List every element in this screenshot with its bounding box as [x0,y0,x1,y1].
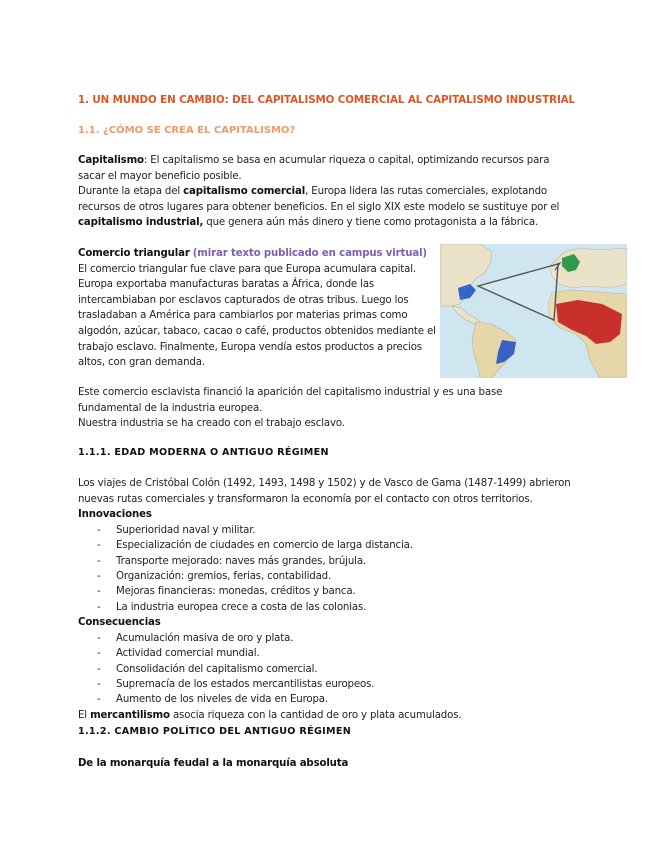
innovaciones-label: Innovaciones [78,509,152,521]
capitalismo-term: Capitalismo [78,155,144,166]
comercio-after-block [78,385,553,432]
consecuencias-list [78,631,578,708]
capitalismo-definition [78,153,573,184]
consecuencia-item: - Acumulación masiva de oro y plata. [78,631,578,646]
section-111-body [78,476,578,772]
innovaciones-list [78,523,578,615]
innovacion-item: - Superioridad naval y militar. [78,523,578,538]
capitalismo-paragraph [78,184,573,231]
text-span: , Europa lidera las rutas comerciales, explotando recursos de otros lugares para obtener beneficios. En el siglo XIX este modelo se sustituye por el [78,186,560,213]
capitalismo-definition-text: : El capitalismo se basa en acumular riqueza o capital, optimizando recursos para sacar el mayor beneficio posible. [78,155,550,182]
section-112-subheading: De la monarquía feudal a la monarquía absoluta [78,758,349,770]
comercio-term: Comercio triangular [78,248,190,259]
capitalismo-block [78,153,573,231]
page-title: 1. UN MUNDO EN CAMBIO: DEL CAPITALISMO COMERCIAL AL CAPITALISMO INDUSTRIAL [78,94,576,106]
section-111-intro: Los viajes de Cristóbal Colón (1492, 1493, 1498 y 1502) y de Vasco de Gama (1487-1499) abrieron nuevas rutas comerciales y transformaron la economía por el contacto con otros territorios. [78,478,571,505]
innovacion-item: - Organización: gremios, ferias, contabilidad. [78,569,578,584]
comercio-heading [78,246,438,262]
comercio-after2: Nuestra industria se ha creado con el trabajo esclavo. [78,418,345,430]
text-span: que genera aún más dinero y tiene como protagonista a la fábrica. [203,217,539,229]
innovacion-item: - Mejoras financieras: monedas, créditos y banca. [78,584,578,599]
section-subtitle: 1.1. ¿CÓMO SE CREA EL CAPITALISMO? [78,125,296,136]
text-span: El [78,709,91,721]
capitalismo-comercial-term: capitalismo comercial [183,186,306,198]
innovacion-item: - La industria europea crece a costa de las colonias. [78,600,578,615]
map-svg [440,244,627,378]
central-america-landmass [452,306,480,324]
trade-route-triangle [478,264,558,320]
section-111-heading: 1.1.1. EDAD MODERNA O ANTIGUO RÉGIMEN [78,447,329,458]
consecuencia-item: - Actividad comercial mundial. [78,646,578,661]
text-span: Durante la etapa del [78,186,184,198]
consecuencia-item: - Consolidación del capitalismo comercial. [78,662,578,677]
consecuencia-item: - Supremacía de los estados mercantilistas europeos. [78,677,578,692]
mercantilismo-sentence [78,708,578,724]
capitalismo-industrial-term: capitalismo industrial, [78,217,204,229]
innovacion-item: - Especialización de ciudades en comercio de larga distancia. [78,538,578,553]
mercantilismo-term: mercantilismo [90,709,170,721]
comercio-text: El comercio triangular fue clave para que Europa acumulara capital. Europa exportaba manufacturas baratas a África, donde las intercambiaban por esclavos capturados de otras tribus. Luego los trasladaban a América para cambiarlos por materias primas como algodón, azúcar, tabaco, cacao o café, productos obtenidos mediante el trabajo esclavo. Finalmente, Europa vendía estos productos a precios altos, con gran demanda. [78,263,436,369]
comercio-block [78,246,438,371]
comercio-after: Este comercio esclavista financió la aparición del capitalismo industrial y es una base fundamental de la industria europea. [78,387,503,414]
text-span: asocia riqueza con la cantidad de oro y plata acumulados. [169,709,462,721]
campus-virtual-link[interactable]: (mirar texto publicado en campus virtual) [192,248,427,259]
innovacion-item: - Transporte mejorado: naves más grandes, brújula. [78,554,578,569]
consecuencias-label: Consecuencias [78,617,161,629]
consecuencia-item: - Aumento de los niveles de vida en Europa. [78,692,578,707]
triangular-trade-map [440,244,627,378]
section-112-heading: 1.1.2. CAMBIO POLÍTICO DEL ANTIGUO RÉGIMEN [78,726,352,738]
europe-landmass [550,248,627,288]
